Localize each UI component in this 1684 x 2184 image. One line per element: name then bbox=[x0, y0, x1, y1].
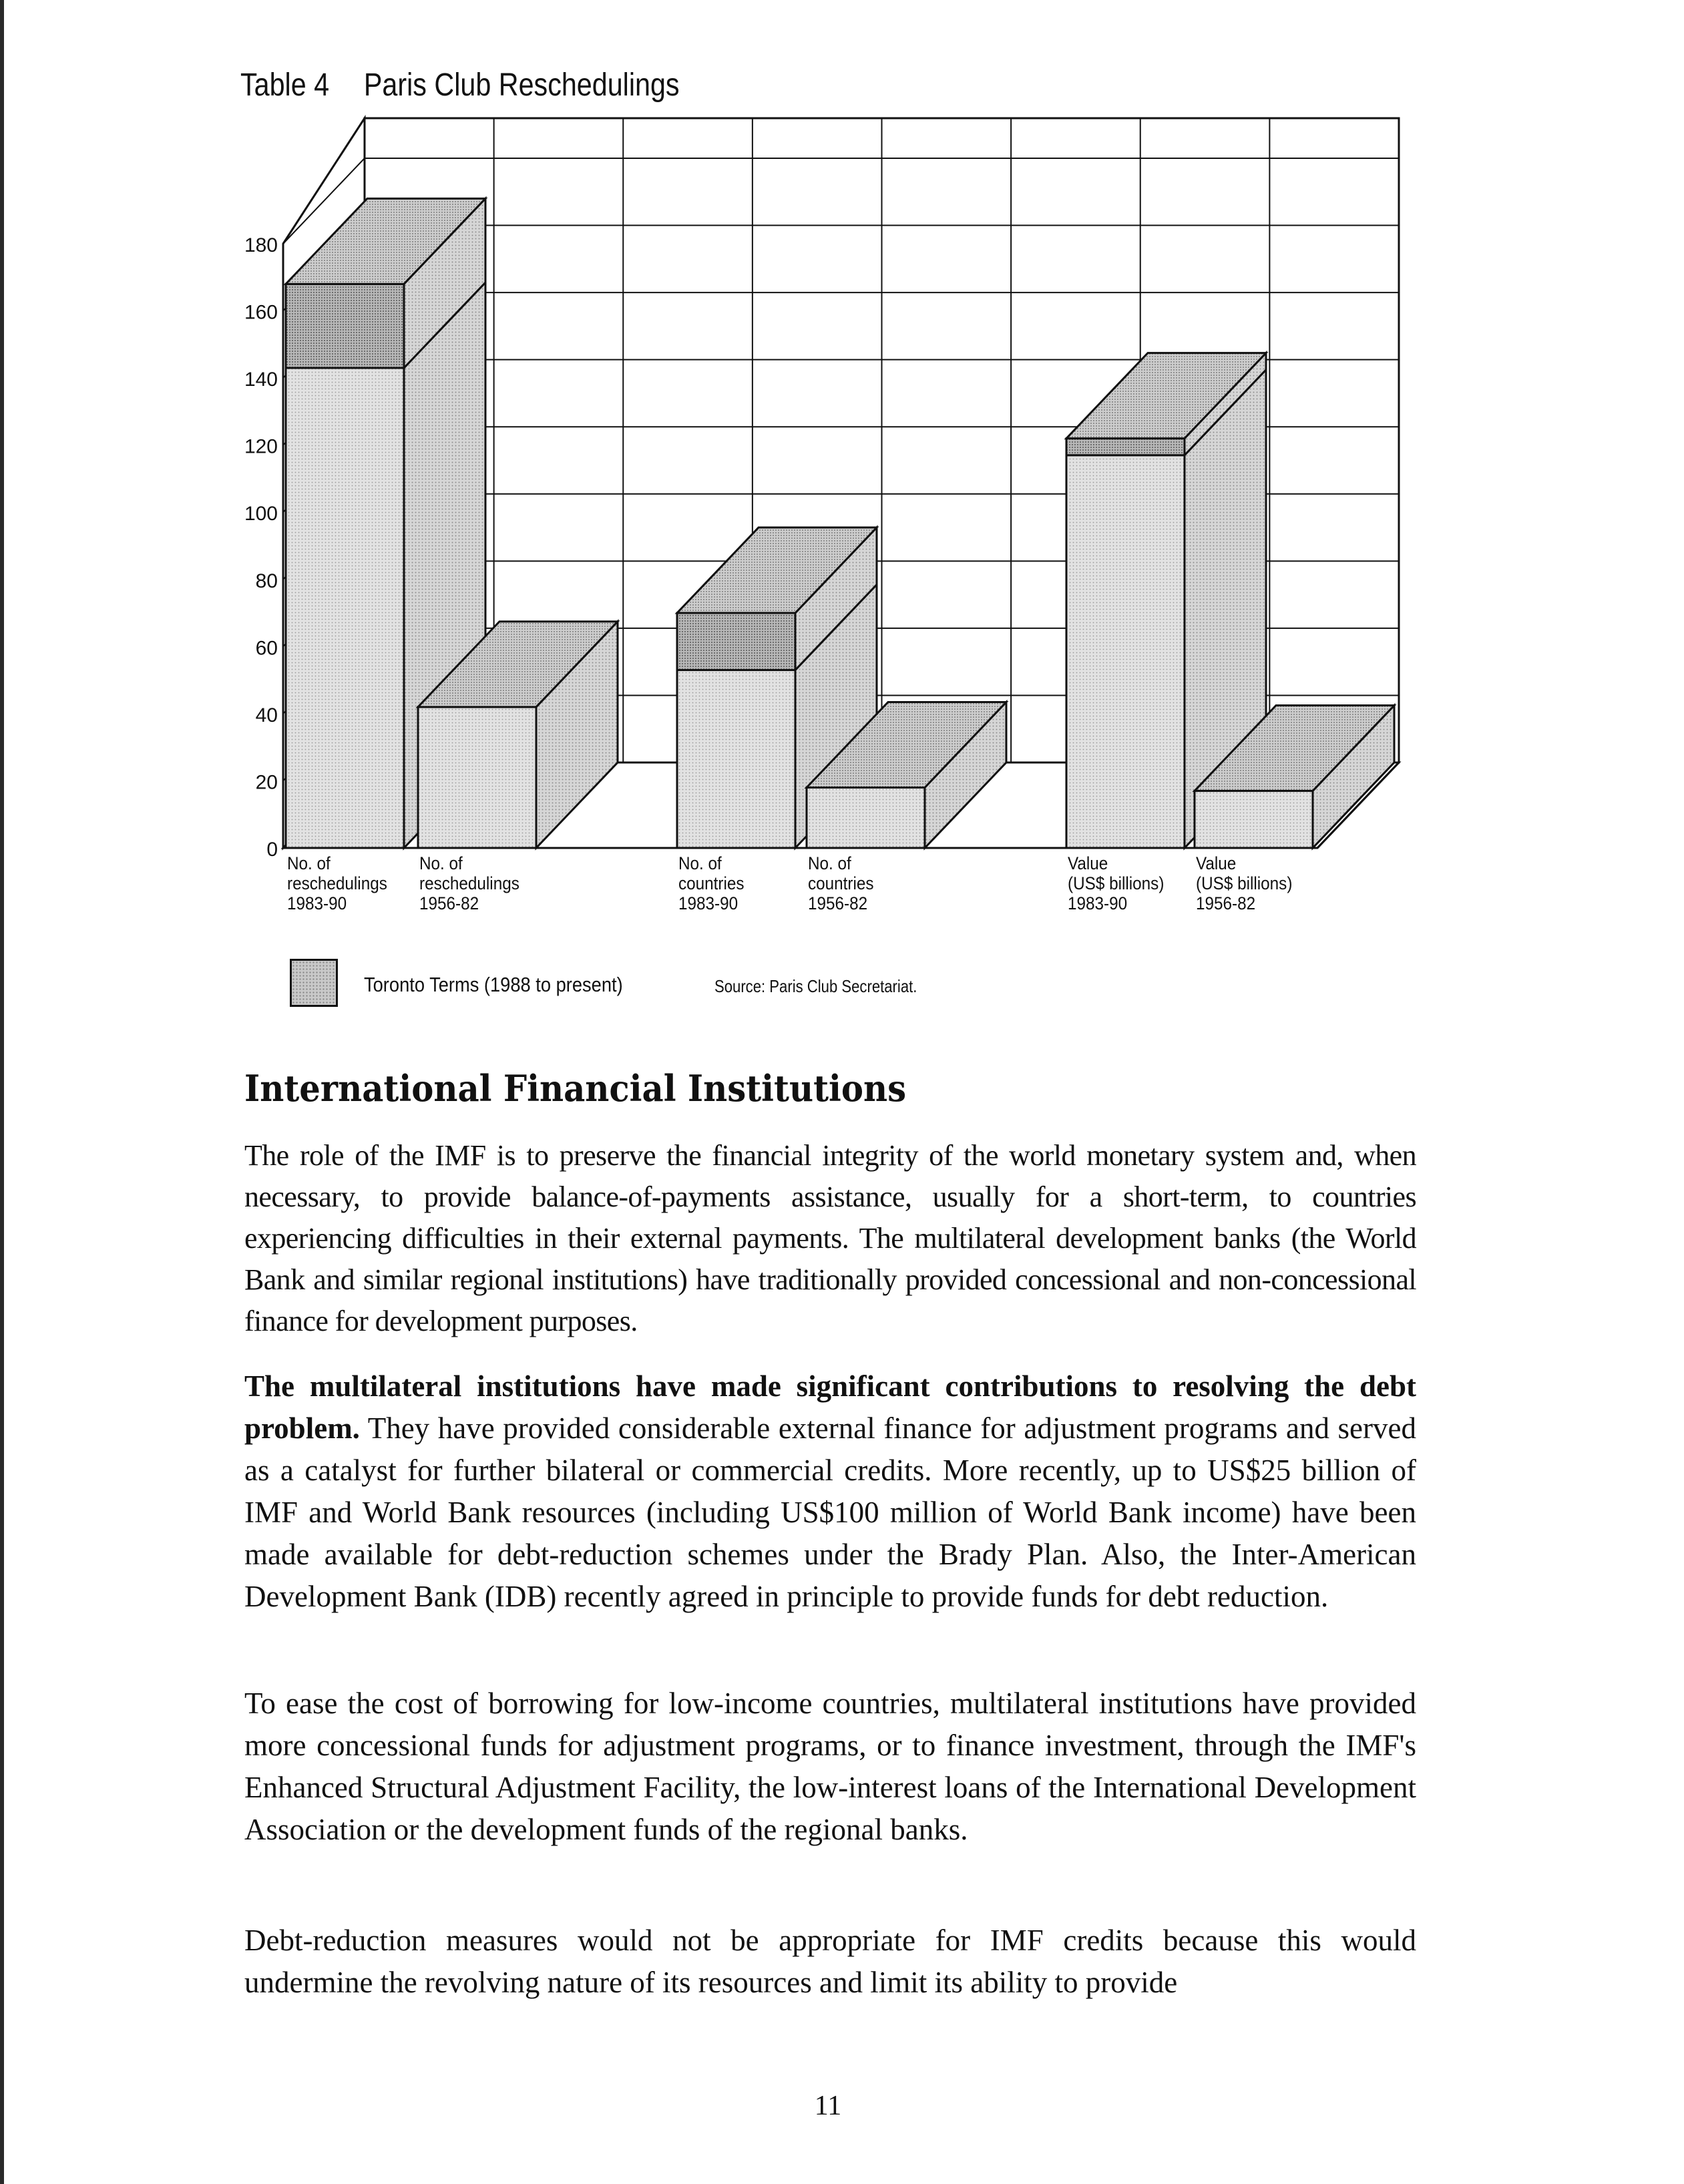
x-category-label: No. of bbox=[419, 853, 463, 874]
section-heading: International Financial Institutions bbox=[244, 1067, 907, 1110]
legend-label: Toronto Terms (1988 to present) bbox=[364, 973, 623, 996]
bar-2-toronto-front bbox=[677, 613, 795, 670]
x-category-label: (US$ billions) bbox=[1196, 873, 1293, 894]
x-category-label: No. of bbox=[678, 853, 722, 874]
y-tick-label: 80 bbox=[255, 570, 278, 592]
y-tick-label: 100 bbox=[244, 503, 278, 525]
bar-0-toronto-front bbox=[286, 284, 404, 368]
x-category-label: No. of bbox=[287, 853, 331, 874]
bar-5-front bbox=[1195, 791, 1313, 848]
x-category-label: Value bbox=[1068, 853, 1108, 874]
table-number: Table 4 bbox=[240, 67, 330, 103]
paragraph-1: The role of the IMF is to preserve the financial integrity of the world monetary system and, when necessary, to provide balance-of-payments assistance, usually for a short-term, to countries experiencing difficulties in their external payments. The multilateral development banks (the World Bank and similar regional institutions) have traditionally provided concessional and non-concessional finance for development purposes. bbox=[244, 1139, 1416, 1337]
paragraph-3: To ease the cost of borrowing for low-income countries, multilateral institutions have provided more concessional funds for adjustment programs, or to finance investment, through the IMF's Enhanced Structural Adjustment Facility, the low-interest loans of the International Development Association or the development funds of the regional banks. bbox=[244, 1687, 1416, 1846]
x-category-label: 1956-82 bbox=[419, 893, 479, 914]
bar-1-front bbox=[418, 707, 536, 848]
paragraph-4: Debt-reduction measures would not be appropriate for IMF credits because this would undermine the revolving nature of its resources and limit its ability to provide bbox=[244, 1924, 1416, 1999]
y-tick-label: 20 bbox=[255, 771, 278, 794]
x-category-label: 1956-82 bbox=[1196, 893, 1256, 914]
y-tick-label: 160 bbox=[244, 301, 278, 324]
x-category-label: 1983-90 bbox=[287, 893, 347, 914]
bar-4-toronto-front bbox=[1066, 439, 1185, 455]
bar-3-front bbox=[807, 788, 925, 849]
x-category-label: Value bbox=[1196, 853, 1237, 874]
bar-0-base-front bbox=[286, 368, 404, 848]
x-category-label: 1956-82 bbox=[808, 893, 868, 914]
x-category-label: reschedulings bbox=[287, 873, 387, 894]
paris-club-chart bbox=[0, 0, 1684, 948]
x-category-label: reschedulings bbox=[419, 873, 519, 894]
bar-4-base-front bbox=[1066, 455, 1185, 848]
y-tick-label: 0 bbox=[266, 839, 278, 861]
x-category-label: 1983-90 bbox=[678, 893, 739, 914]
legend-swatch-toronto bbox=[290, 959, 338, 1007]
y-tick-label: 180 bbox=[244, 234, 278, 256]
table-caption: Paris Club Reschedulings bbox=[363, 67, 680, 103]
y-tick-label: 40 bbox=[255, 704, 278, 726]
y-tick-label: 140 bbox=[244, 369, 278, 391]
x-category-label: No. of bbox=[808, 853, 851, 874]
page-number: 11 bbox=[814, 2091, 842, 2121]
source-note: Source: Paris Club Secretariat. bbox=[714, 976, 917, 996]
paragraph-2 bbox=[244, 1365, 1416, 1618]
paragraph-2-lead: The multilateral institutions have made significant contributions to resolving the debt problem. bbox=[244, 1369, 1416, 1445]
bar-2-base-front bbox=[677, 670, 795, 848]
x-category-label: (US$ billions) bbox=[1068, 873, 1165, 894]
y-tick-label: 120 bbox=[244, 435, 278, 458]
x-category-label: countries bbox=[678, 873, 745, 894]
x-category-label: 1983-90 bbox=[1068, 893, 1128, 914]
y-tick-label: 60 bbox=[255, 637, 278, 660]
paragraph-2-text: They have provided considerable external finance for adjustment programs and served as a catalyst for further bilateral or commercial credits. More recently, up to US$25 billion of IMF and World Bank resources (including US$100 million of World Bank income) have been made available for debt-reduction schemes under the Brady Plan. Also, the Inter-American Development Bank (IDB) recently agreed in principle to provide funds for debt reduction. bbox=[244, 1411, 1416, 1613]
x-category-label: countries bbox=[808, 873, 874, 894]
